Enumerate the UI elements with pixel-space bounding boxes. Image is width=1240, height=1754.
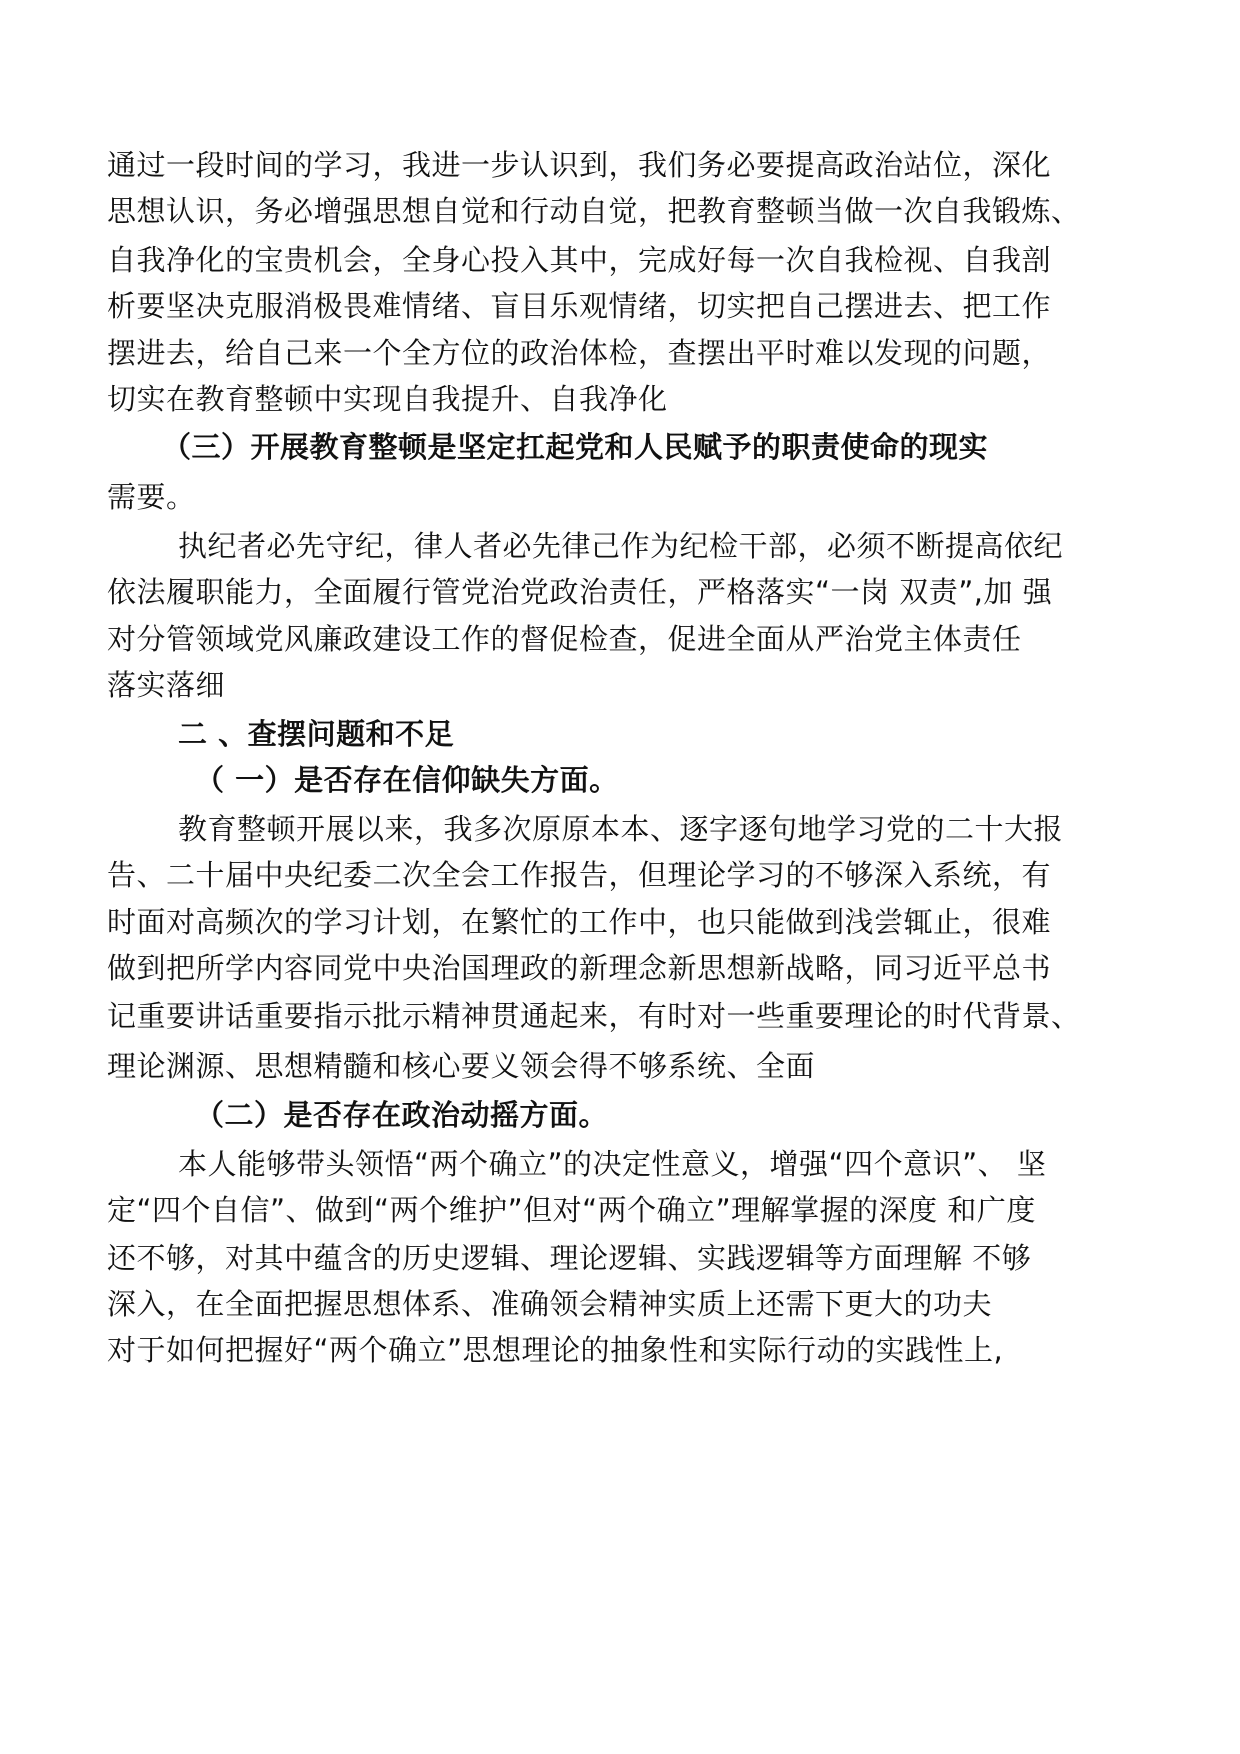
body-text-line: 记重要讲话重要指示批示精神贯通起来，有时对一些重要理论的时代背景、 xyxy=(107,999,1081,1033)
body-text-line: 自我净化的宝贵机会，全身心投入其中，完成好每一次自我检视、自我剖 xyxy=(107,243,1052,277)
body-text-line: 析要坚决克服消极畏难情绪、盲目乐观情绪，切实把自己摆进去、把工作 xyxy=(107,289,1052,323)
body-text-line: 通过一段时间的学习，我进一步认识到，我们务必要提高政治站位，深化 xyxy=(107,148,1052,182)
body-text-line: 还不够，对其中蕴含的历史逻辑、理论逻辑、实践逻辑等方面理解 不够 xyxy=(107,1241,1032,1275)
section-heading: （三）开展教育整顿是坚定扛起党和人民赋予的职责使命的现实 xyxy=(162,430,989,464)
sub-heading: （ 一）是否存在信仰缺失方面。 xyxy=(195,763,619,797)
body-text-line: 定“四个自信”、做到“两个维护”但对“两个确立”理解掌握的深度 和广度 xyxy=(107,1193,1036,1227)
body-text-line: 告、二十届中央纪委二次全会工作报告，但理论学习的不够深入系统，有 xyxy=(107,858,1052,892)
section-two-heading: 二 、查摆问题和不足 xyxy=(178,717,455,751)
sub-heading: （二）是否存在政治动摇方面。 xyxy=(195,1098,609,1132)
body-text-line: 本人能够带头领悟“两个确立”的决定性意义，增强“四个意识”、 坚 xyxy=(178,1147,1047,1181)
body-text-line: 依法履职能力，全面履行管党治党政治责任，严格落实“一岗 双责”,加 强 xyxy=(107,575,1053,609)
body-text-line: 理论渊源、思想精髓和核心要义领会得不够系统、全面 xyxy=(107,1049,816,1083)
body-text-line: 对分管领域党风廉政建设工作的督促检查，促进全面从严治党主体责任 xyxy=(107,622,1022,656)
body-text-line: 摆进去，给自己来一个全方位的政治体检，查摆出平时难以发现的问题， xyxy=(107,336,1052,370)
body-text-line: 思想认识，务必增强思想自觉和行动自觉，把教育整顿当做一次自我锻炼、 xyxy=(107,194,1081,228)
body-text-line: 执纪者必先守纪，律人者必先律己作为纪检干部，必须不断提高依纪 xyxy=(178,529,1064,563)
body-text-line: 时面对高频次的学习计划，在繁忙的工作中，也只能做到浅尝辄止，很难 xyxy=(107,905,1052,939)
body-text-line: 切实在教育整顿中实现自我提升、自我净化 xyxy=(107,382,668,416)
body-text-line: 深入，在全面把握思想体系、准确领会精神实质上还需下更大的功夫 xyxy=(107,1287,993,1321)
body-text-line: 教育整顿开展以来，我多次原原本本、逐字逐句地学习党的二十大报 xyxy=(178,812,1064,846)
section-heading-continued: 需要。 xyxy=(107,480,196,514)
body-text-line: 对于如何把握好“两个确立”思想理论的抽象性和实际行动的实践性上, xyxy=(107,1333,1004,1367)
body-text-line: 做到把所学内容同党中央治国理政的新理念新思想新战略，同习近平总书 xyxy=(107,951,1052,985)
body-text-line: 落实落细 xyxy=(107,668,226,702)
